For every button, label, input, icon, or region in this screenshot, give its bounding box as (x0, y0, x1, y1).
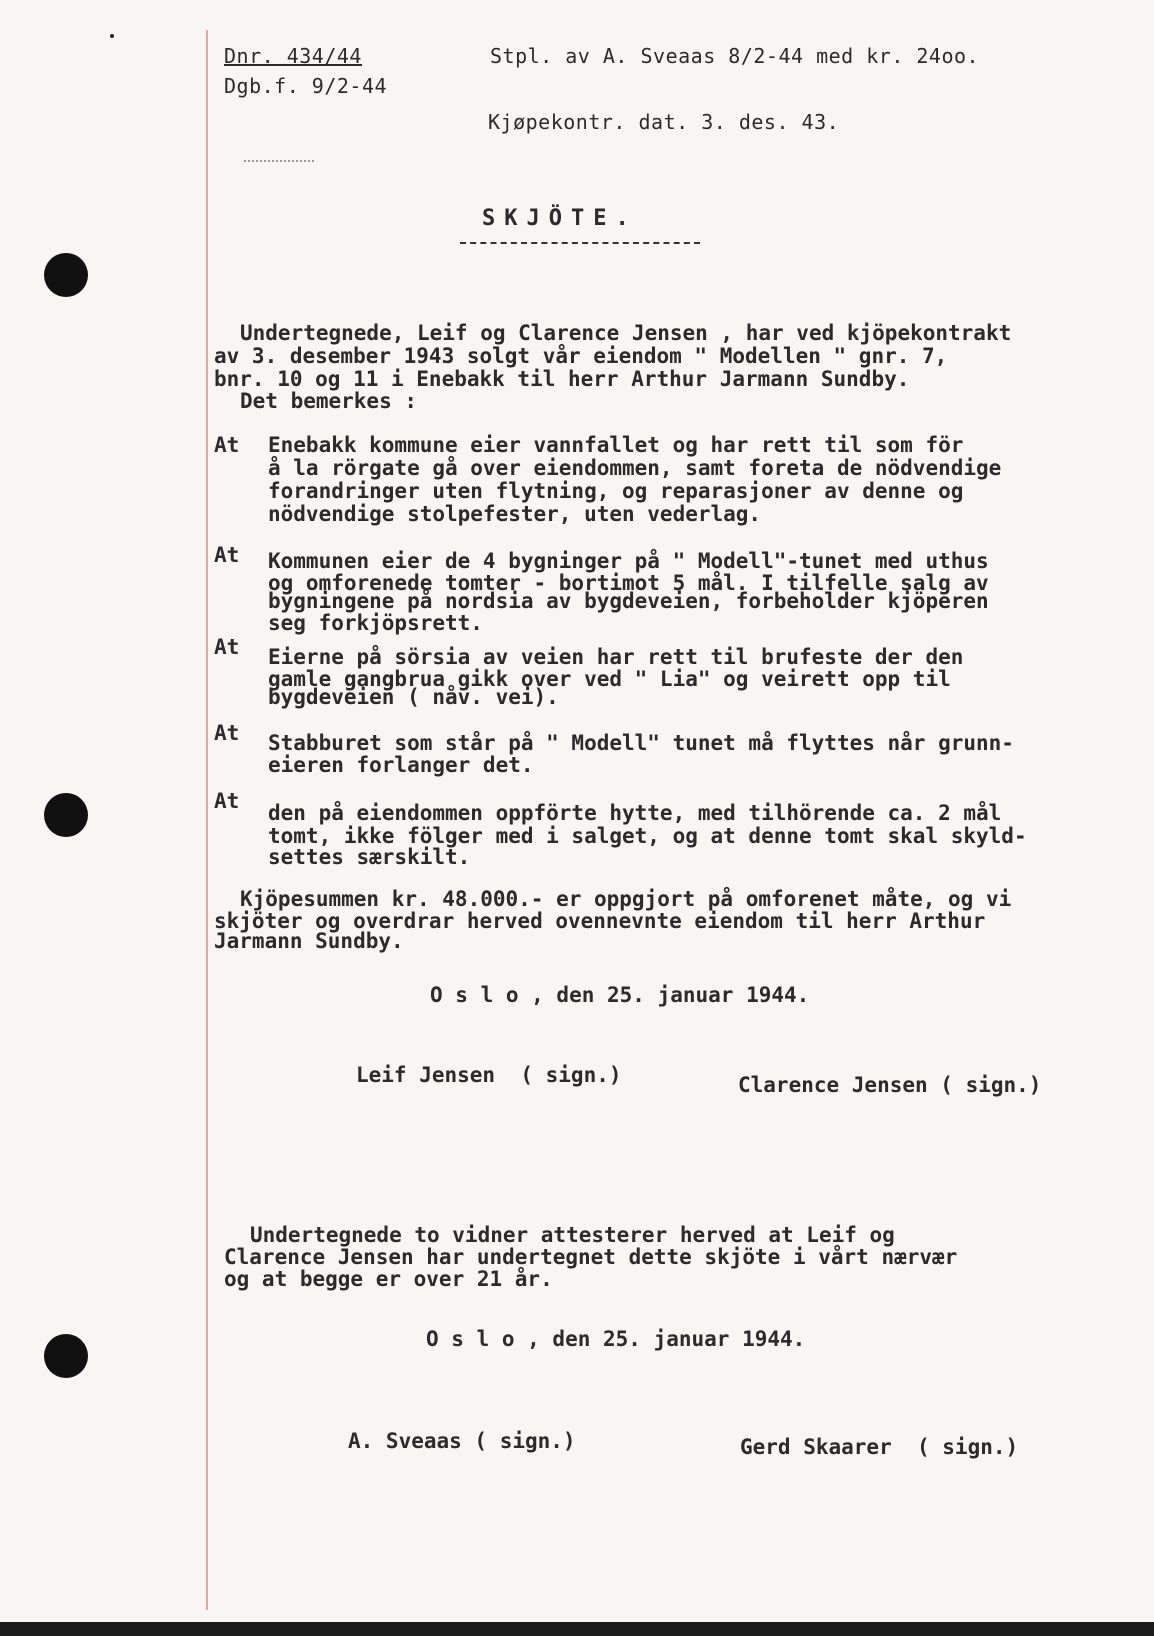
price-line: skjöter og overdrar herved ovennevnte eiendom til herr Arthur (214, 909, 986, 933)
clause-line: seg forkjöpsrett. (268, 611, 483, 635)
punch-hole-icon (44, 1334, 88, 1378)
clause-line: nödvendige stolpefester, uten vederlag. (268, 502, 762, 526)
clause-line: Kommunen eier de 4 bygninger på " Modell"-tunet med uthus (268, 549, 989, 573)
clause-line: å la rörgate gå over eiendommen, samt foreta de nödvendige (268, 456, 1002, 480)
case-number: Dnr. 434/44 (224, 44, 362, 68)
clause-label: At (214, 543, 240, 567)
clause-line: og omforenede tomter - bortimot 5 mål. I tilfelle salg av (268, 571, 989, 595)
signature-right: Clarence Jensen ( sign.) (738, 1073, 1042, 1097)
punch-hole-icon (44, 253, 88, 297)
clause-label: At (214, 635, 240, 659)
clause-line: bygdeveien ( nåv. vei). (268, 685, 559, 709)
clause-line: gamle gangbrua gikk over ved " Lia" og veirett opp til (268, 667, 951, 691)
clause-line: Enebakk kommune eier vannfallet og har rett til som för (268, 433, 964, 457)
clause-line: Stabburet som står på " Modell" tunet må flyttes når grunn- (268, 731, 1014, 755)
title-underline (460, 242, 700, 244)
clause-line: forandringer uten flytning, og reparasjoner av denne og (268, 479, 964, 503)
intro-line: av 3. desember 1943 solgt vår eiendom " Modellen " gnr. 7, (214, 344, 948, 368)
margin-line (206, 30, 208, 1610)
diary-date: Dgb.f. 9/2-44 (224, 74, 388, 98)
clause-line: Eierne på sörsia av veien har rett til brufeste der den (268, 645, 964, 669)
witness-signature-right: Gerd Skaarer ( sign.) (740, 1435, 1019, 1459)
contract-date: Kjøpekontr. dat. 3. des. 43. (488, 110, 840, 134)
ink-dot (110, 34, 114, 38)
scan-edge (0, 1622, 1154, 1636)
intro-line: Det bemerkes : (240, 389, 418, 413)
place-date: O s l o , den 25. januar 1944. (426, 1327, 806, 1351)
punch-hole-icon (44, 793, 88, 837)
clause-label: At (214, 433, 240, 457)
signature-left: Leif Jensen ( sign.) (356, 1063, 622, 1087)
clause-line: eieren forlanger det. (268, 753, 534, 777)
witness-line: Undertegnede to vidner attesterer herved at Leif og (250, 1223, 895, 1247)
place-date: O s l o , den 25. januar 1944. (430, 983, 810, 1007)
intro-line: bnr. 10 og 11 i Enebakk til herr Arthur Jarmann Sundby. (214, 367, 910, 391)
clause-label: At (214, 789, 240, 813)
witness-line: og at begge er over 21 år. (224, 1267, 553, 1291)
document-title: SKJÖTE. (482, 206, 638, 231)
faint-dots (244, 160, 314, 162)
price-line: Kjöpesummen kr. 48.000.- er oppgjort på omforenet måte, og vi (240, 887, 1012, 911)
clause-line: bygningene på nordsia av bygdeveien, forbeholder kjöperen (268, 589, 989, 613)
clause-line: den på eiendommen oppförte hytte, med tilhörende ca. 2 mål (268, 801, 1002, 825)
witness-line: Clarence Jensen har undertegnet dette skjöte i vårt nærvær (224, 1245, 958, 1269)
clause-line: settes særskilt. (268, 845, 471, 869)
intro-line: Undertegnede, Leif og Clarence Jensen , har ved kjöpekontrakt (240, 321, 1012, 345)
witness-signature-left: A. Sveaas ( sign.) (348, 1429, 576, 1453)
clause-line: tomt, ikke fölger med i salget, og at denne tomt skal skyld- (268, 824, 1027, 848)
clause-label: At (214, 721, 240, 745)
price-line: Jarmann Sundby. (214, 929, 404, 953)
stamp-note: Stpl. av A. Sveaas 8/2-44 med kr. 24oo. (490, 44, 980, 68)
